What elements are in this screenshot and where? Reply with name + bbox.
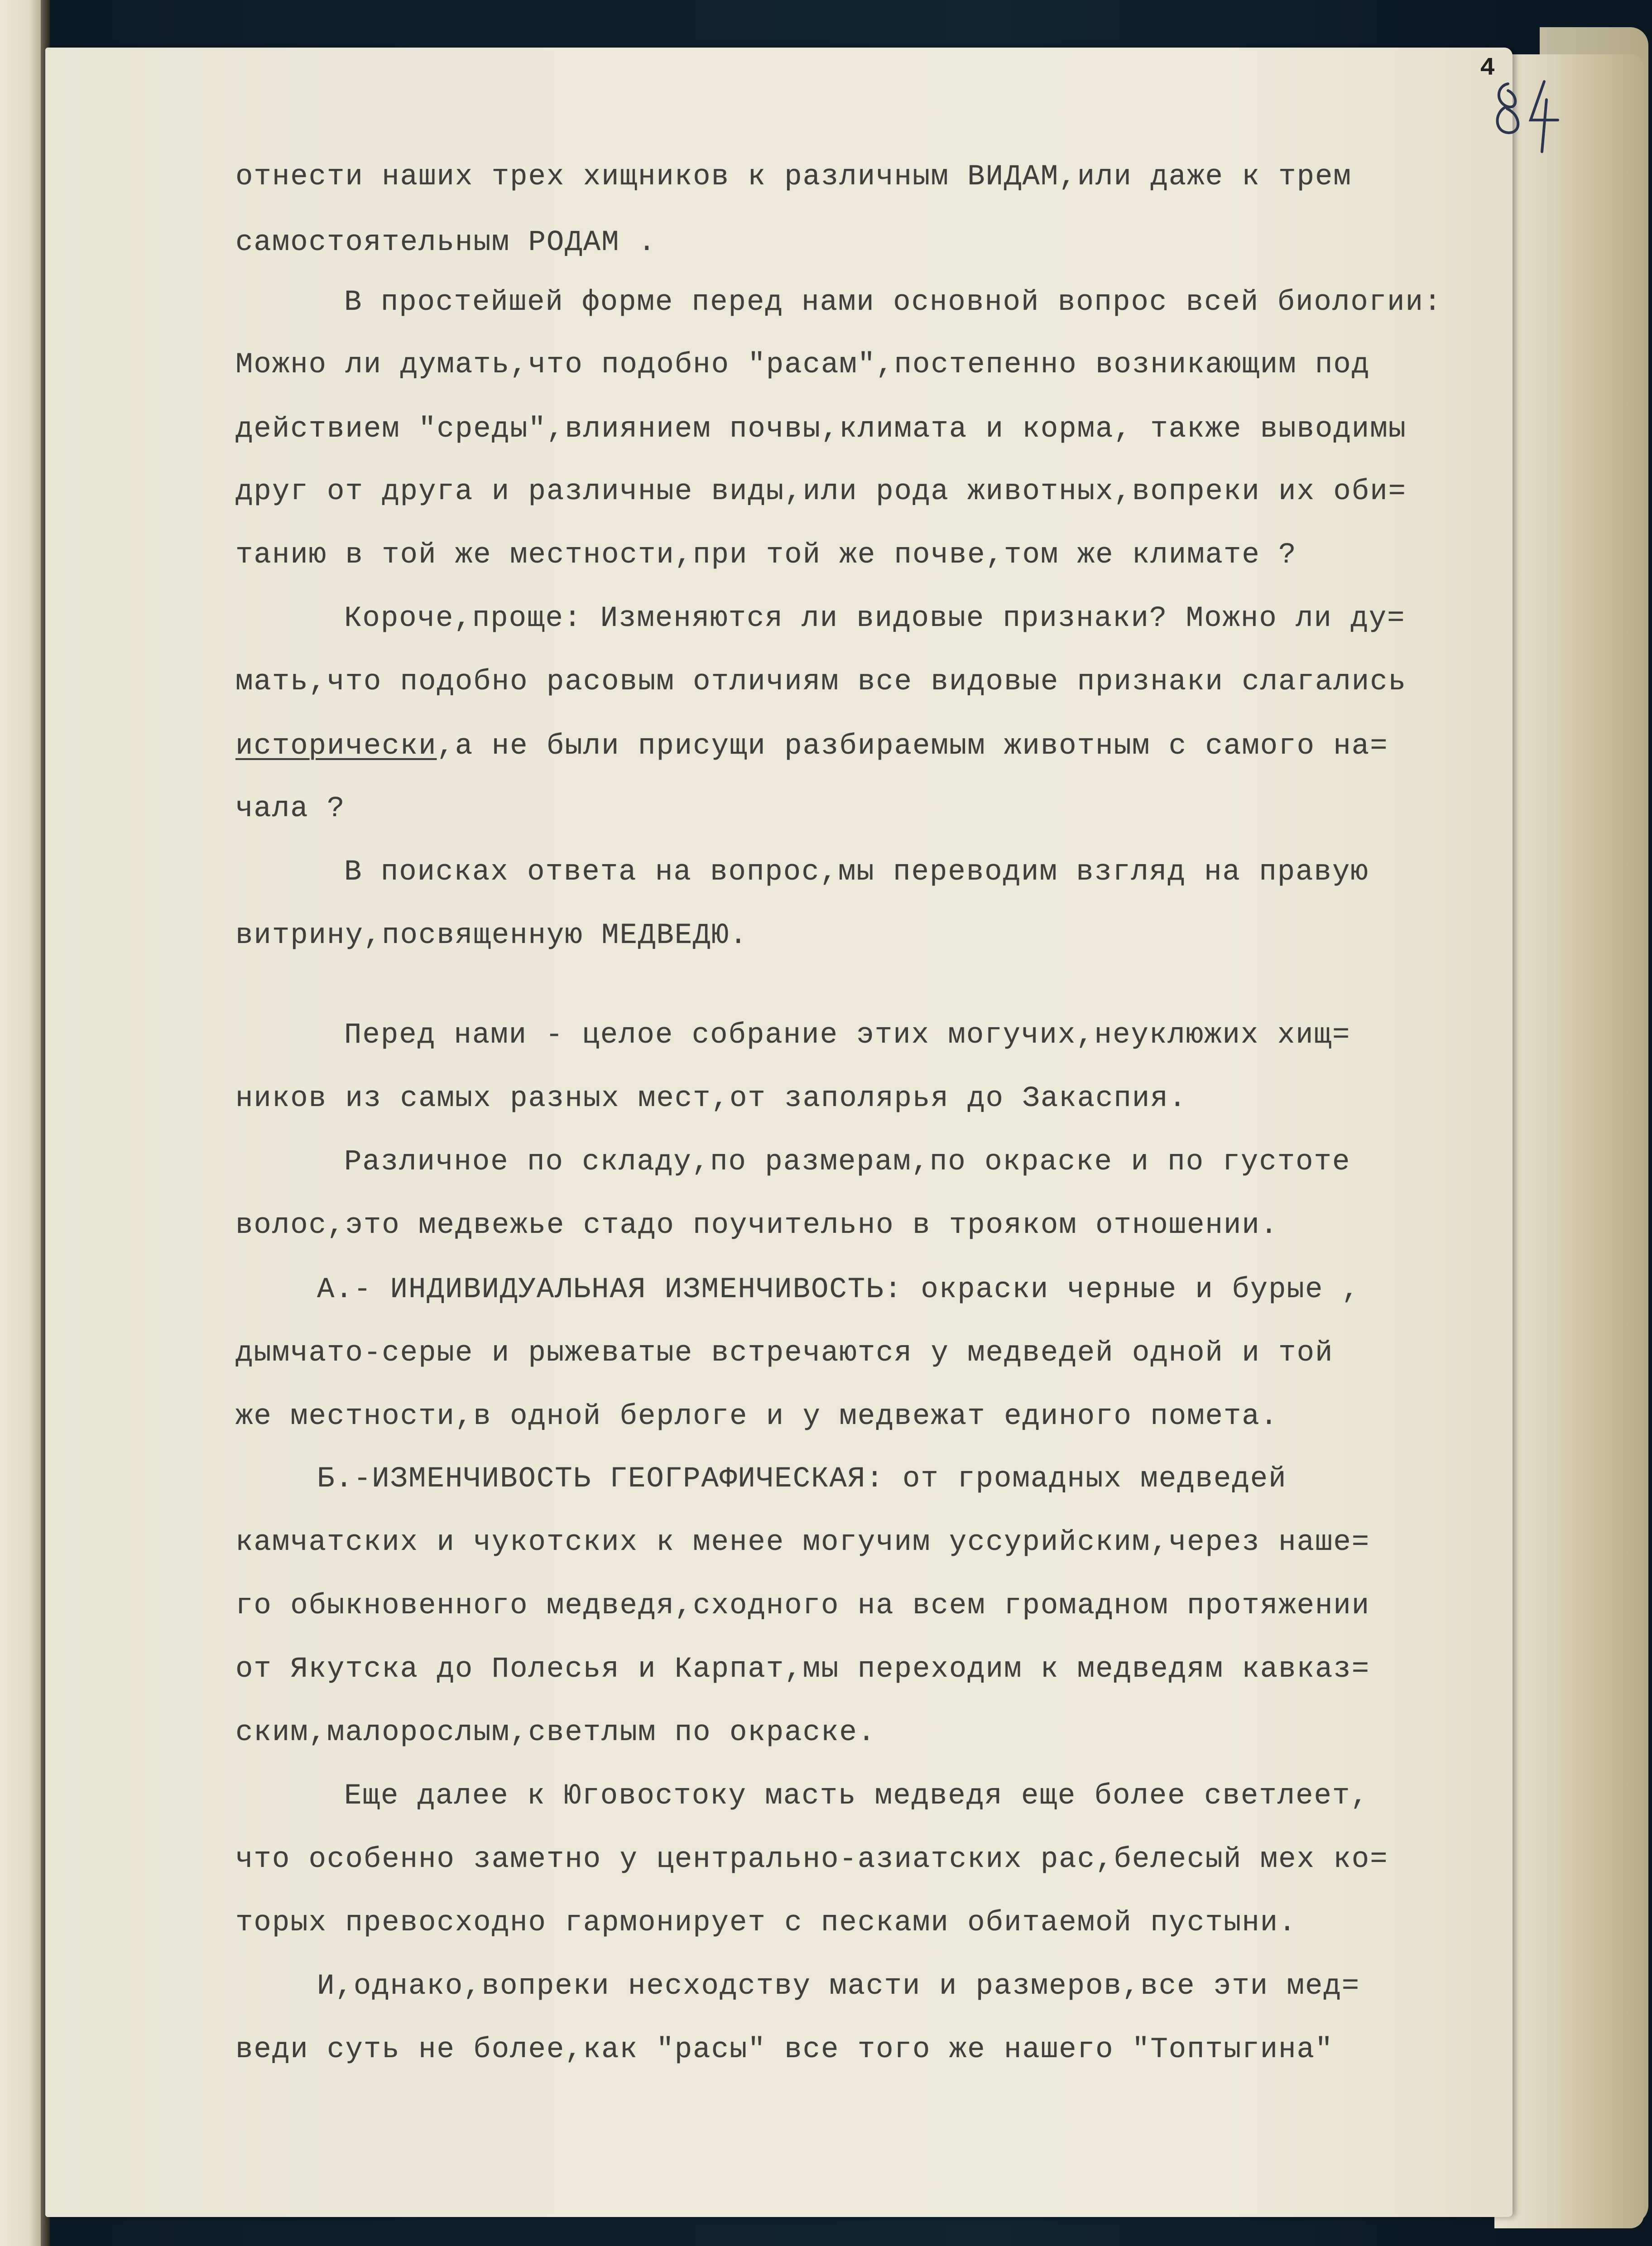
- text-line-28: торых превосходно гармонирует с песками обитаемой пустыни.: [235, 1907, 1297, 1939]
- text-line-24: от Якутска до Полесья и Карпат,мы переходим к медведям кавказ=: [235, 1653, 1370, 1686]
- text-line-5: действием "среды",влиянием почвы,климата и корма, также выводимы: [235, 413, 1407, 446]
- text-line-17: волос,это медвежье стадо поучительно в трояком отношении.: [235, 1209, 1279, 1242]
- text-line-8: Короче,проще: Изменяются ли видовые признаки? Можно ли ду=: [344, 602, 1406, 635]
- text-line-13: витрину,посвященную МЕДВЕДЮ.: [235, 919, 748, 952]
- text-line-15: ников из самых разных мест,от заполярья до Закаспия.: [235, 1082, 1187, 1115]
- handwritten-archive-number: [1490, 75, 1571, 161]
- text-line-2: самостоятельным РОДАМ .: [235, 226, 657, 259]
- text-line-10: [235, 730, 1388, 763]
- page-number: 4: [1480, 53, 1495, 82]
- text-line-1: отнести наших трех хищников к различным ВИДАМ,или даже к трем: [235, 161, 1352, 193]
- text-line-6: друг от друга и различные виды,или рода животных,вопреки их оби=: [235, 476, 1407, 508]
- text-line-12: В поисках ответа на вопрос,мы переводим взгляд на правую: [344, 856, 1369, 889]
- text-line-21: Б.-ИЗМЕНЧИВОСТЬ ГЕОГРАФИЧЕСКАЯ: от громадных медведей: [317, 1463, 1287, 1496]
- text-line-10-rest: ,а не были присущи разбираемым животным с самого на=: [437, 730, 1388, 763]
- text-line-14: Перед нами - целое собрание этих могучих,неуклюжих хищ=: [344, 1019, 1351, 1052]
- text-line-23: го обыкновенного медведя,сходного на всем громадном протяжении: [235, 1590, 1370, 1622]
- text-line-22: камчатских и чукотских к менее могучим уссурийским,через наше=: [235, 1526, 1370, 1559]
- text-line-26: Еще далее к Юговостоку масть медведя еще более светлеет,: [344, 1780, 1369, 1813]
- text-line-19: дымчато-серые и рыжеватые встречаются у медведей одной и той: [235, 1337, 1334, 1370]
- text-line-29: И,однако,вопреки несходству масти и размеров,все эти мед=: [317, 1970, 1360, 2003]
- text-line-25: ским,малорослым,светлым по окраске.: [235, 1717, 876, 1749]
- text-line-11: чала ?: [235, 793, 346, 825]
- left-page-edge: [0, 0, 41, 2246]
- text-line-20: же местности,в одной берлоге и у медвежат единого помета.: [235, 1400, 1279, 1433]
- text-line-4: Можно ли думать,что подобно "расам",постепенно возникающим под: [235, 349, 1370, 381]
- text-line-16: Различное по складу,по размерам,по окраске и по густоте: [344, 1146, 1351, 1178]
- text-line-30: веди суть не более,как "расы" все того же нашего "Топтыгина": [235, 2034, 1334, 2066]
- text-line-7: танию в той же местности,при той же почве,том же климате ?: [235, 539, 1297, 572]
- text-line-3: В простейшей форме перед нами основной вопрос всей биологии:: [344, 286, 1442, 319]
- text-line-18: А.- ИНДИВИДУАЛЬНАЯ ИЗМЕНЧИВОСТЬ: окраски черные и бурые ,: [317, 1274, 1360, 1306]
- text-line-9: мать,что подобно расовым отличиям все видовые признаки слагались: [235, 666, 1407, 698]
- text-line-27: что особенно заметно у центрально-азиатских рас,белесый мех ко=: [235, 1843, 1388, 1876]
- underlying-page: [1494, 54, 1644, 2228]
- underlined-word: исторически: [235, 730, 437, 763]
